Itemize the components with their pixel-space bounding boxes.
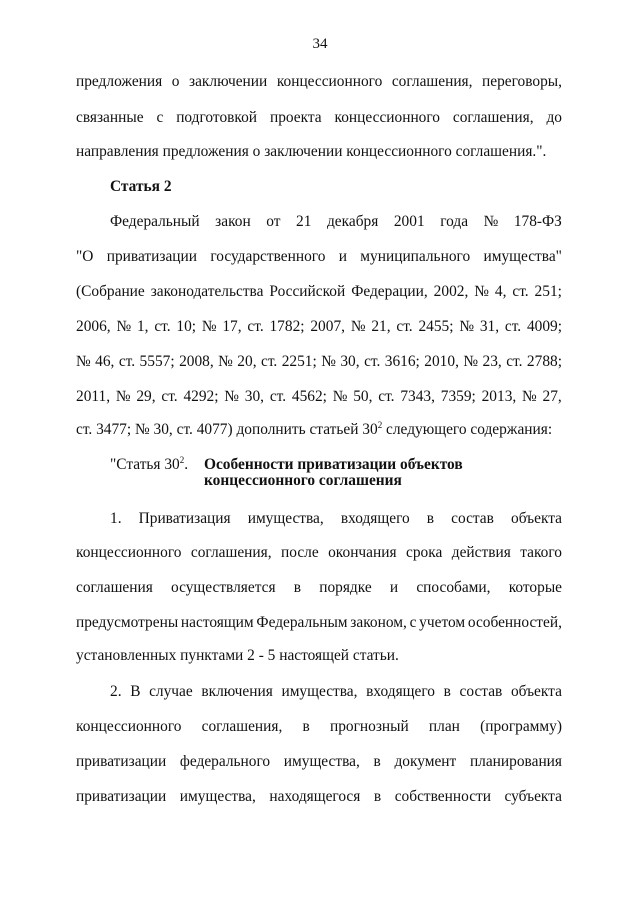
text-line: установленных пунктами 2 - 5 настоящей статьи. (76, 647, 399, 664)
text-line: связанные с подготовкой проекта концессионного соглашения, до (76, 109, 562, 126)
text-line: предусмотрены настоящим Федеральным законом, с учетом особенностей, (76, 614, 562, 631)
text-line: направления предложения о заключении концессионного соглашения.". (76, 143, 547, 160)
article-heading: Статья 2 (110, 178, 172, 195)
text-line: "О приватизации государственного и муниципального имущества" (76, 248, 562, 265)
new-article-title: концессионного соглашения (204, 472, 402, 489)
text-line: концессионного соглашения, в прогнозный план (программу) (76, 718, 562, 735)
text-line: 2011, № 29, ст. 4292; № 30, ст. 4562; № 50, ст. 7343, 7359; 2013, № 27, (76, 388, 562, 405)
text-line: концессионного соглашения, после окончания срока действия такого (76, 544, 562, 561)
new-article-title: Особенности приватизации объектов (204, 456, 463, 473)
text-line: предложения о заключении концессионного соглашения, переговоры, (76, 73, 562, 90)
text-line: ст. 3477; № 30, ст. 4077) дополнить статьей $30^2$ следующего содержания: (76, 419, 553, 438)
text-line: 2. В случае включения имущества, входящего в состав объекта (110, 683, 562, 700)
text-line: 2006, № 1, ст. 10; № 17, ст. 1782; 2007, № 21, ст. 2455; № 31, ст. 4009; (76, 318, 562, 335)
text-line: № 46, ст. 5557; 2008, № 20, ст. 2251; № 30, ст. 3616; 2010, № 23, ст. 2788; (76, 353, 562, 370)
text-line: приватизации имущества, находящегося в собственности субъекта (76, 788, 562, 805)
text-line: 1. Приватизация имущества, входящего в состав объекта (110, 510, 562, 527)
text-line: Федеральный закон от 21 декабря 2001 года № 178-ФЗ (110, 213, 562, 230)
text-line: приватизации федерального имущества, в документ планирования (76, 753, 562, 770)
text-line: (Собрание законодательства Российской Федерации, 2002, № 4, ст. 251; (76, 283, 562, 300)
new-article-label: "Статья $30^2$. (110, 454, 189, 473)
text-line: соглашения осуществляется в порядке и способами, которые (76, 579, 562, 596)
page-number: 34 (312, 36, 328, 52)
